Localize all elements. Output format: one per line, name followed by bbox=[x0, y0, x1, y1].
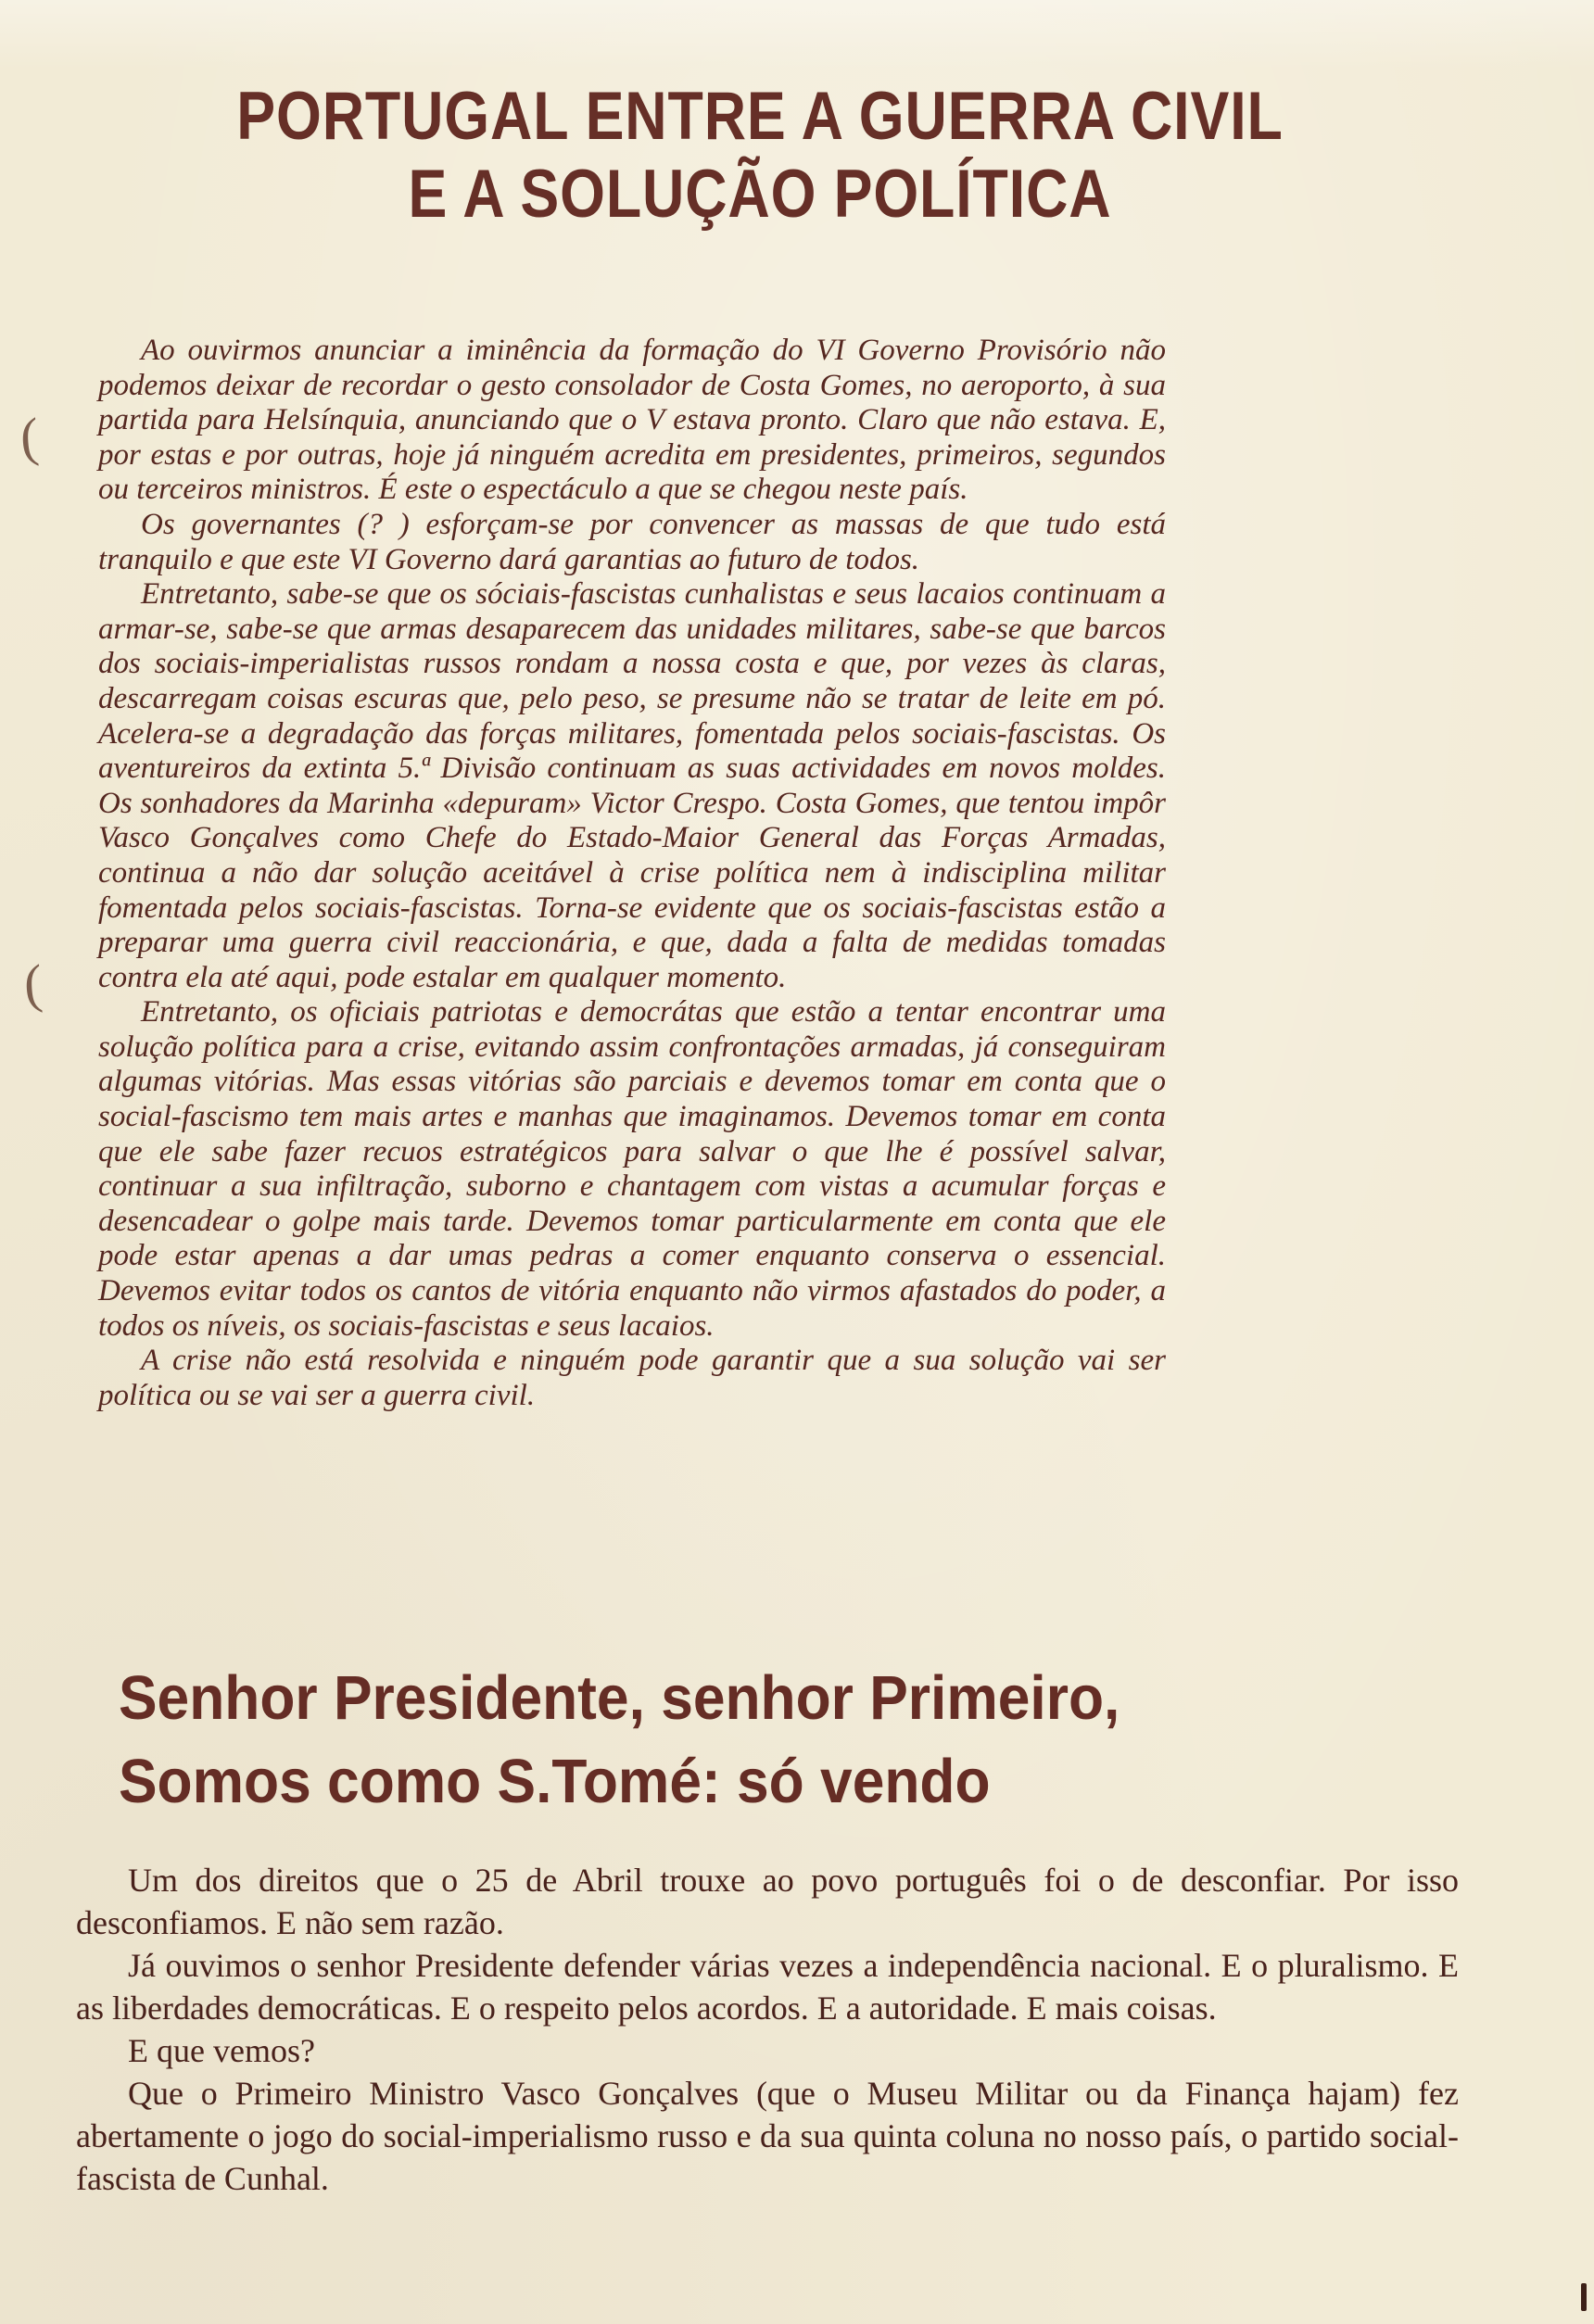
paragraph: Ao ouvirmos anunciar a iminência da formação do VI Governo Provisório não podemos deixar de recordar o gesto consolador de Costa Gomes, no aeroporto, à sua partida para Helsínquia, anunciando que o V estava pronto. Claro que não estava. E, por estas e por outras, hoje já ninguém acredita em presidentes, primeiros, segundos ou terceiros ministros. É este o espectáculo a que se chegou neste país. bbox=[98, 334, 1166, 507]
second-headline-line-2: Somos como S.Tomé: só vendo bbox=[119, 1747, 991, 1816]
second-headline-line-1: Senhor Presidente, senhor Primeiro, bbox=[119, 1663, 1120, 1733]
main-article-body bbox=[98, 334, 1166, 1413]
paragraph: Que o Primeiro Ministro Vasco Gonçalves (que o Museu Militar ou da Finança hajam) fez abertamente o jogo do social-imperialismo russo e da sua quinta coluna no nosso país, o partido social-fascista de Cunhal. bbox=[76, 2075, 1459, 2197]
paragraph: A crise não está resolvida e ninguém pode garantir que a sua solução vai ser política ou se vai ser a guerra civil. bbox=[98, 1344, 1166, 1412]
main-headline-line-1: PORTUGAL ENTRE A GUERRA CIVIL bbox=[236, 79, 1284, 154]
stray-ink-mark: ( bbox=[18, 406, 41, 468]
paragraph: Um dos direitos que o 25 de Abril trouxe ao povo português foi o de desconfiar. Por isso desconfiamos. E não sem razão. bbox=[76, 1862, 1459, 1941]
main-headline-line-2: E A SOLUÇÃO POLÍTICA bbox=[408, 157, 1112, 232]
stray-ink-mark: ( bbox=[21, 953, 44, 1015]
paragraph: Entretanto, os oficiais patriotas e democrátas que estão a tentar encontrar uma solução política para a crise, evitando assim confrontações armadas, já conseguiram algumas vitórias. Mas essas vitórias são parciais e devemos tomar em conta que o social-fascismo tem mais artes e manhas que imaginamos. Devemos tomar em conta que ele sabe fazer recuos estratégicos para salvar o que lhe é possível salvar, continuar a sua infiltração, suborno e chantagem com vistas a acumular forças e desencadear o golpe mais tarde. Devemos tomar particularmente em conta que ele pode estar apenas a dar umas pedras a comer enquanto conserva o essencial. Devemos evitar todos os cantos de vitória enquanto não virmos afastados do poder, a todos os níveis, os sociais-fascistas e seus lacaios. bbox=[98, 995, 1166, 1343]
main-headline bbox=[190, 78, 1330, 234]
corner-ink-mark bbox=[1581, 2283, 1587, 2311]
second-article-body bbox=[76, 1859, 1459, 2200]
paragraph: Já ouvimos o senhor Presidente defender várias vezes a independência nacional. E o pluralismo. E as liberdades democráticas. E o respeito pelos acordos. E a autoridade. E mais coisas. bbox=[76, 1947, 1459, 2027]
paragraph: Os governantes (? ) esforçam-se por convencer as massas de que tudo está tranquilo e que este VI Governo dará garantias ao futuro de todos. bbox=[98, 507, 1166, 576]
paragraph: Entretanto, sabe-se que os sóciais-fascistas cunhalistas e seus lacaios continuam a armar-se, sabe-se que armas desaparecem das unidades militares, sabe-se que barcos dos sociais-imperialistas russos rondam a nossa costa e que, por vezes às claras, descarregam coisas escuras que, pelo peso, se presume não se tratar de leite em pó. Acelera-se a degradação das forças militares, fomentada pelos sociais-fascistas. Os aventureiros da extinta 5.ª Divisão continuam as suas actividades em novos moldes. Os sonhadores da Marinha «depuram» Victor Crespo. Costa Gomes, que tentou impôr Vasco Gonçalves como Chefe do Estado-Maior General das Forças Armadas, continua a não dar solução aceitável à crise política nem à indisciplina militar fomentada pelos sociais-fascistas. Torna-se evidente que os sociais-fascistas estão a preparar uma guerra civil reaccionária, e que, dada a falta de medidas tomadas contra ela até aqui, pode estalar em qualquer momento. bbox=[98, 577, 1166, 994]
second-headline bbox=[119, 1657, 1120, 1824]
paragraph: E que vemos? bbox=[128, 2032, 315, 2069]
